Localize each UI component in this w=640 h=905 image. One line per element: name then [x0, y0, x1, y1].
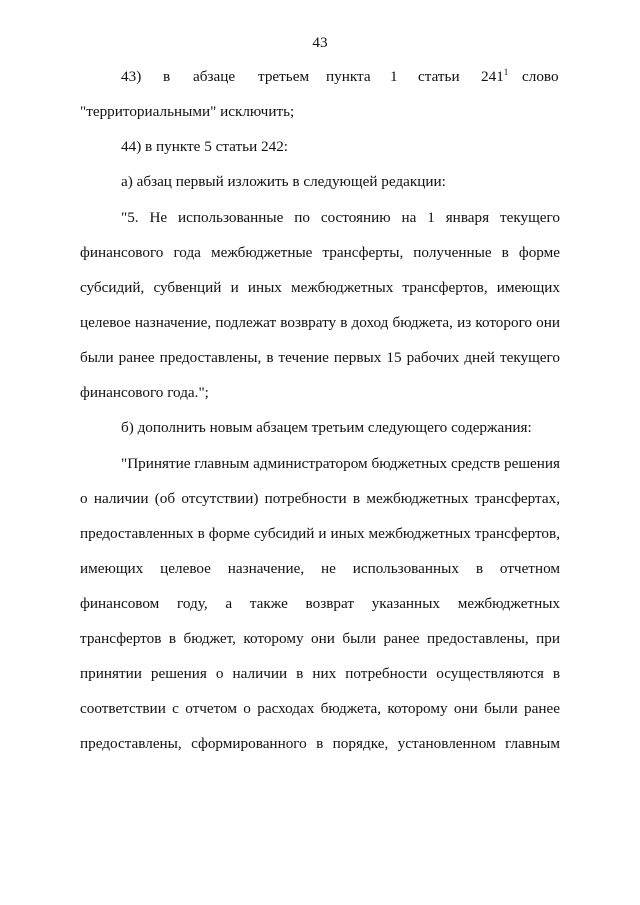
- word: абзаце: [193, 68, 236, 85]
- superscript: 1: [503, 67, 509, 77]
- sub-item-a: а) абзац первый изложить в следующей редакции:: [121, 173, 446, 190]
- word: 43): [121, 68, 142, 85]
- quote2-line: имеющих целевое назначение, не использованных в отчетном: [80, 560, 560, 577]
- word: статьи: [418, 68, 460, 85]
- quote1-line: финансового года межбюджетные трансферты, полученные в форме: [80, 244, 560, 261]
- quote2-line: "Принятие главным администратором бюджетных средств решения: [121, 455, 560, 472]
- article-number: [481, 67, 508, 87]
- quote2-line: принятии решения о наличии в них потребности осуществляются в: [80, 665, 560, 682]
- quote1-line: целевое назначение, подлежат возврату в доход бюджета, из которого они: [80, 314, 560, 331]
- word: 241: [481, 68, 504, 85]
- quote2-line: трансфертов в бюджет, которому они были ранее предоставлены, при: [80, 630, 560, 647]
- quote1-line: субсидий, субвенций и иных межбюджетных трансфертов, имеющих: [80, 279, 560, 296]
- item-43-line-2: "территориальными" исключить;: [80, 103, 295, 120]
- quote2-line: финансовом году, а также возврат указанных межбюджетных: [80, 595, 560, 612]
- item-44: 44) в пункте 5 статьи 242:: [121, 138, 289, 155]
- quote1-line: были ранее предоставлены, в течение первых 15 рабочих дней текущего: [80, 349, 560, 366]
- word: третьем: [258, 68, 310, 85]
- quote1-line: финансового года.";: [80, 384, 209, 401]
- page-number: 43: [312, 34, 328, 51]
- quote1-line: "5. Не использованные по состоянию на 1 января текущего: [121, 209, 560, 226]
- quote2-line: предоставленных в форме субсидий и иных межбюджетных трансфертов,: [80, 525, 560, 542]
- quote2-line: соответствии с отчетом о расходах бюджета, которому они были ранее: [80, 700, 560, 717]
- quote2-line: предоставлены, сформированного в порядке, установленном главным: [80, 735, 560, 752]
- word: 1: [390, 68, 398, 85]
- word: слово: [522, 68, 559, 85]
- sub-item-b: б) дополнить новым абзацем третьим следующего содержания:: [121, 419, 532, 436]
- quote2-line: о наличии (об отсутствии) потребности в межбюджетных трансфертах,: [80, 490, 560, 507]
- word: в: [163, 68, 171, 85]
- word: пункта: [326, 68, 371, 85]
